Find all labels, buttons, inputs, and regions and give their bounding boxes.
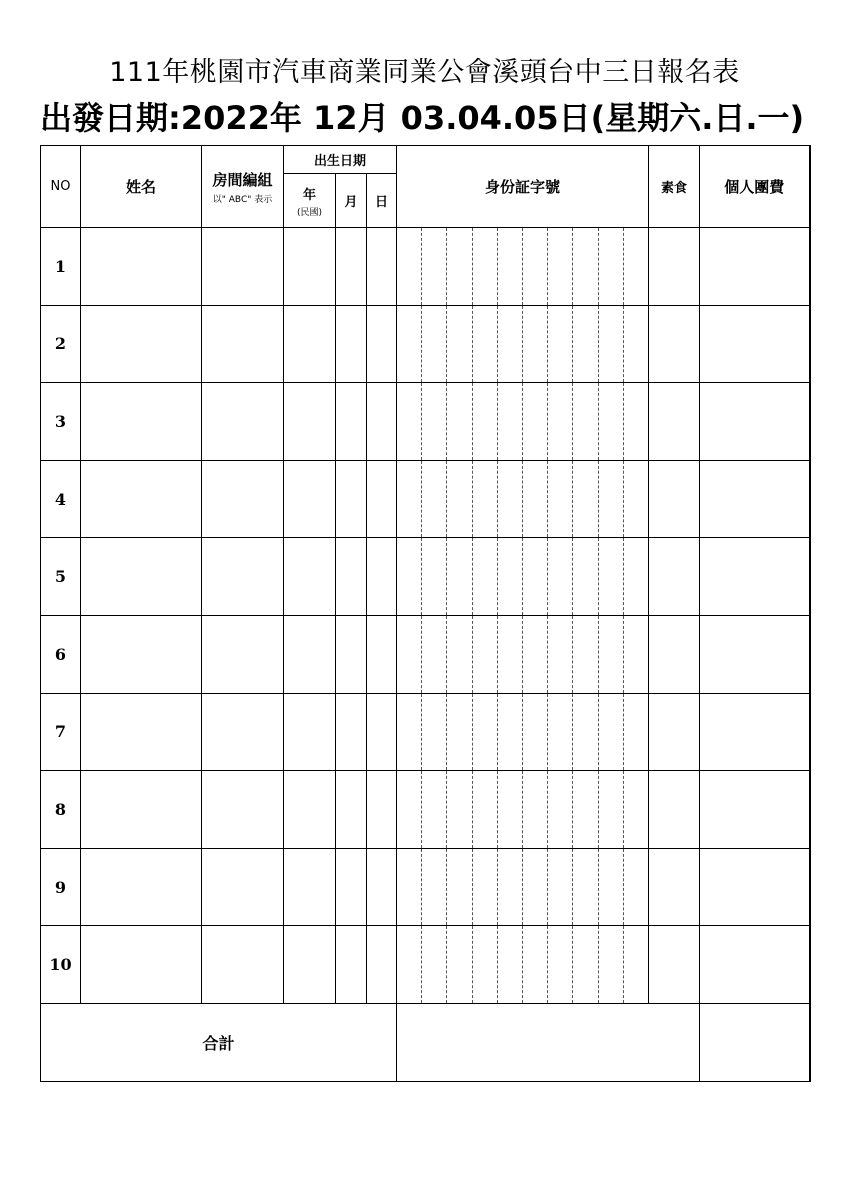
id-digit-box[interactable] (447, 926, 472, 1003)
header-personal-fee: 個人團費 (700, 146, 810, 228)
id-digit-grid (397, 538, 648, 615)
id-digit-box[interactable] (498, 228, 523, 305)
id-digit-box[interactable] (498, 616, 523, 693)
header-room-group-label: 房間編組 (212, 170, 273, 189)
room-group-cell[interactable] (202, 771, 284, 849)
birth-month-cell[interactable] (336, 693, 367, 771)
birth-year-cell[interactable] (284, 926, 336, 1004)
id-digit-box[interactable] (447, 694, 472, 771)
name-cell[interactable] (81, 615, 202, 693)
table-row (41, 305, 810, 383)
vegetarian-cell[interactable] (649, 305, 700, 383)
id-digit-box[interactable] (599, 461, 624, 538)
table-row (41, 848, 810, 926)
row-number: 7 (41, 693, 81, 771)
id-digit-box[interactable] (548, 538, 573, 615)
id-digit-box[interactable] (624, 306, 648, 383)
table-row (41, 771, 810, 849)
id-digit-box[interactable] (523, 771, 548, 848)
id-digit-box[interactable] (473, 538, 498, 615)
id-number-cell[interactable] (397, 383, 649, 461)
name-cell[interactable] (81, 228, 202, 306)
personal-fee-cell[interactable] (700, 460, 810, 538)
id-digit-grid (397, 771, 648, 848)
birth-year-cell[interactable] (284, 383, 336, 461)
room-group-cell[interactable] (202, 926, 284, 1004)
id-digit-box[interactable] (473, 771, 498, 848)
id-number-cell[interactable] (397, 848, 649, 926)
id-digit-box[interactable] (422, 694, 447, 771)
birth-day-cell[interactable] (367, 615, 397, 693)
birth-year-cell[interactable] (284, 305, 336, 383)
id-digit-box[interactable] (422, 849, 447, 926)
id-digit-box[interactable] (599, 228, 624, 305)
id-digit-box[interactable] (397, 616, 422, 693)
id-digit-box[interactable] (599, 538, 624, 615)
id-digit-box[interactable] (523, 616, 548, 693)
id-digit-box[interactable] (624, 538, 648, 615)
id-digit-box[interactable] (523, 538, 548, 615)
header-vegetarian: 素食 (649, 146, 700, 228)
birth-year-cell[interactable] (284, 771, 336, 849)
id-digit-box[interactable] (447, 616, 472, 693)
id-digit-box[interactable] (599, 306, 624, 383)
id-digit-box[interactable] (624, 694, 648, 771)
id-digit-box[interactable] (624, 849, 648, 926)
header-birth-year (284, 174, 336, 228)
id-digit-box[interactable] (422, 461, 447, 538)
personal-fee-cell[interactable] (700, 848, 810, 926)
header-birth-day: 日 (367, 174, 397, 228)
total-label: 合計 (41, 1003, 397, 1081)
id-digit-box[interactable] (397, 228, 422, 305)
row-number: 10 (41, 926, 81, 1004)
id-digit-box[interactable] (548, 849, 573, 926)
id-digit-box[interactable] (573, 538, 598, 615)
birth-month-cell[interactable] (336, 926, 367, 1004)
id-digit-box[interactable] (573, 849, 598, 926)
birth-month-cell[interactable] (336, 305, 367, 383)
id-digit-grid (397, 926, 648, 1003)
birth-day-cell[interactable] (367, 926, 397, 1004)
id-digit-box[interactable] (447, 228, 472, 305)
id-digit-box[interactable] (599, 383, 624, 460)
birth-day-cell[interactable] (367, 305, 397, 383)
vegetarian-cell[interactable] (649, 771, 700, 849)
id-digit-box[interactable] (624, 771, 648, 848)
id-digit-box[interactable] (624, 228, 648, 305)
id-digit-grid (397, 228, 648, 305)
id-digit-box[interactable] (473, 849, 498, 926)
birth-day-cell[interactable] (367, 538, 397, 616)
table-row (41, 383, 810, 461)
room-group-cell[interactable] (202, 228, 284, 306)
vegetarian-cell[interactable] (649, 460, 700, 538)
id-digit-box[interactable] (523, 383, 548, 460)
id-digit-box[interactable] (422, 383, 447, 460)
id-digit-box[interactable] (573, 228, 598, 305)
personal-fee-cell[interactable] (700, 228, 810, 306)
room-group-cell[interactable] (202, 538, 284, 616)
vegetarian-cell[interactable] (649, 538, 700, 616)
id-digit-box[interactable] (397, 926, 422, 1003)
id-digit-box[interactable] (498, 461, 523, 538)
id-digit-box[interactable] (498, 926, 523, 1003)
room-group-cell[interactable] (202, 848, 284, 926)
id-digit-box[interactable] (548, 461, 573, 538)
id-digit-box[interactable] (548, 383, 573, 460)
table-row (41, 926, 810, 1004)
id-digit-box[interactable] (548, 306, 573, 383)
id-digit-box[interactable] (473, 926, 498, 1003)
name-cell[interactable] (81, 305, 202, 383)
room-group-cell[interactable] (202, 305, 284, 383)
header-birth-month: 月 (336, 174, 367, 228)
id-digit-box[interactable] (498, 538, 523, 615)
birth-day-cell[interactable] (367, 693, 397, 771)
birth-month-cell[interactable] (336, 615, 367, 693)
id-digit-box[interactable] (573, 383, 598, 460)
table-row (41, 615, 810, 693)
id-digit-box[interactable] (548, 616, 573, 693)
row-number: 2 (41, 305, 81, 383)
id-digit-box[interactable] (422, 228, 447, 305)
vegetarian-cell[interactable] (649, 926, 700, 1004)
id-digit-box[interactable] (473, 694, 498, 771)
vegetarian-cell[interactable] (649, 615, 700, 693)
vegetarian-cell[interactable] (649, 228, 700, 306)
row-number: 4 (41, 460, 81, 538)
id-digit-grid (397, 849, 648, 926)
row-number: 6 (41, 615, 81, 693)
id-digit-box[interactable] (573, 694, 598, 771)
name-cell[interactable] (81, 848, 202, 926)
room-group-cell[interactable] (202, 460, 284, 538)
id-digit-box[interactable] (599, 694, 624, 771)
id-digit-box[interactable] (573, 616, 598, 693)
id-number-cell[interactable] (397, 615, 649, 693)
personal-fee-cell[interactable] (700, 305, 810, 383)
table-row (41, 538, 810, 616)
id-digit-box[interactable] (573, 926, 598, 1003)
id-digit-box[interactable] (573, 771, 598, 848)
personal-fee-cell[interactable] (700, 693, 810, 771)
id-digit-box[interactable] (498, 694, 523, 771)
id-number-cell[interactable] (397, 305, 649, 383)
header-birth-date: 出生日期 (284, 146, 397, 174)
id-digit-box[interactable] (447, 538, 472, 615)
id-digit-box[interactable] (523, 849, 548, 926)
birth-month-cell[interactable] (336, 538, 367, 616)
header-birth-year-label: 年 (302, 187, 316, 203)
id-digit-box[interactable] (523, 228, 548, 305)
id-digit-box[interactable] (573, 461, 598, 538)
id-digit-grid (397, 306, 648, 383)
id-digit-box[interactable] (473, 461, 498, 538)
id-digit-box[interactable] (447, 461, 472, 538)
id-digit-box[interactable] (473, 306, 498, 383)
header-room-group-note: 以" ABC" 表示 (212, 194, 273, 205)
id-digit-box[interactable] (523, 461, 548, 538)
vegetarian-cell[interactable] (649, 693, 700, 771)
form-title: 111年桃園市汽車商業同業公會溪頭台中三日報名表 (109, 57, 740, 88)
birth-day-cell[interactable] (367, 848, 397, 926)
id-digit-box[interactable] (599, 771, 624, 848)
header-no: NO (41, 146, 81, 228)
id-digit-box[interactable] (473, 616, 498, 693)
id-digit-box[interactable] (447, 306, 472, 383)
name-cell[interactable] (81, 460, 202, 538)
id-digit-box[interactable] (573, 306, 598, 383)
id-digit-box[interactable] (624, 461, 648, 538)
id-digit-grid (397, 461, 648, 538)
id-digit-box[interactable] (498, 771, 523, 848)
vegetarian-cell[interactable] (649, 848, 700, 926)
birth-year-cell[interactable] (284, 848, 336, 926)
id-digit-box[interactable] (523, 306, 548, 383)
table-row (41, 228, 810, 306)
id-digit-box[interactable] (397, 306, 422, 383)
id-digit-box[interactable] (599, 926, 624, 1003)
birth-month-cell[interactable] (336, 383, 367, 461)
id-digit-box[interactable] (498, 306, 523, 383)
personal-fee-cell[interactable] (700, 615, 810, 693)
birth-year-cell[interactable] (284, 538, 336, 616)
id-digit-box[interactable] (548, 228, 573, 305)
id-digit-box[interactable] (447, 771, 472, 848)
birth-year-cell[interactable] (284, 693, 336, 771)
id-digit-grid (397, 616, 648, 693)
birth-day-cell[interactable] (367, 460, 397, 538)
id-digit-box[interactable] (523, 694, 548, 771)
id-number-cell[interactable] (397, 460, 649, 538)
birth-year-cell[interactable] (284, 228, 336, 306)
id-digit-box[interactable] (599, 616, 624, 693)
birth-month-cell[interactable] (336, 771, 367, 849)
id-digit-box[interactable] (498, 849, 523, 926)
id-digit-box[interactable] (422, 306, 447, 383)
id-digit-box[interactable] (397, 771, 422, 848)
departure-date-title: 出發日期:2022年 12月 03.04.05日(星期六.日.一) (40, 99, 805, 137)
room-group-cell[interactable] (202, 615, 284, 693)
id-digit-box[interactable] (397, 694, 422, 771)
id-digit-grid (397, 694, 648, 771)
id-digit-box[interactable] (447, 383, 472, 460)
header-id-number: 身份証字號 (397, 146, 649, 228)
vegetarian-cell[interactable] (649, 383, 700, 461)
id-digit-box[interactable] (397, 461, 422, 538)
personal-fee-cell[interactable] (700, 538, 810, 616)
id-digit-box[interactable] (624, 926, 648, 1003)
id-digit-box[interactable] (624, 383, 648, 460)
id-number-cell[interactable] (397, 771, 649, 849)
id-digit-box[interactable] (624, 616, 648, 693)
birth-day-cell[interactable] (367, 228, 397, 306)
name-cell[interactable] (81, 693, 202, 771)
personal-fee-cell[interactable] (700, 926, 810, 1004)
personal-fee-cell[interactable] (700, 771, 810, 849)
birth-month-cell[interactable] (336, 460, 367, 538)
id-digit-box[interactable] (523, 926, 548, 1003)
birth-year-cell[interactable] (284, 615, 336, 693)
room-group-cell[interactable] (202, 693, 284, 771)
total-fee-cell[interactable] (700, 1003, 810, 1081)
id-digit-box[interactable] (548, 771, 573, 848)
row-number: 5 (41, 538, 81, 616)
id-number-cell[interactable] (397, 538, 649, 616)
id-number-cell[interactable] (397, 228, 649, 306)
id-digit-grid (397, 383, 648, 460)
id-digit-box[interactable] (397, 849, 422, 926)
name-cell[interactable] (81, 538, 202, 616)
table-row (41, 693, 810, 771)
room-group-cell[interactable] (202, 383, 284, 461)
birth-month-cell[interactable] (336, 228, 367, 306)
id-number-cell[interactable] (397, 693, 649, 771)
row-number: 8 (41, 771, 81, 849)
id-digit-box[interactable] (422, 771, 447, 848)
id-digit-box[interactable] (599, 849, 624, 926)
total-id-vegetarian-cell[interactable] (397, 1003, 700, 1081)
id-digit-box[interactable] (473, 228, 498, 305)
header-row-top (41, 146, 810, 174)
id-digit-box[interactable] (548, 926, 573, 1003)
id-digit-box[interactable] (498, 383, 523, 460)
registration-table (40, 145, 811, 1082)
birth-day-cell[interactable] (367, 771, 397, 849)
name-cell[interactable] (81, 383, 202, 461)
id-digit-box[interactable] (447, 849, 472, 926)
table-row (41, 460, 810, 538)
name-cell[interactable] (81, 771, 202, 849)
id-digit-box[interactable] (548, 694, 573, 771)
id-digit-box[interactable] (422, 616, 447, 693)
id-digit-box[interactable] (397, 383, 422, 460)
id-digit-box[interactable] (422, 538, 447, 615)
header-name: 姓名 (81, 146, 202, 228)
id-digit-box[interactable] (422, 926, 447, 1003)
header-birth-year-note: (民國) (296, 207, 323, 218)
id-number-cell[interactable] (397, 926, 649, 1004)
total-row (41, 1003, 810, 1081)
id-digit-box[interactable] (473, 383, 498, 460)
row-number: 1 (41, 228, 81, 306)
personal-fee-cell[interactable] (700, 383, 810, 461)
header-room-group (202, 146, 284, 228)
birth-month-cell[interactable] (336, 848, 367, 926)
id-digit-box[interactable] (397, 538, 422, 615)
birth-year-cell[interactable] (284, 460, 336, 538)
birth-day-cell[interactable] (367, 383, 397, 461)
name-cell[interactable] (81, 926, 202, 1004)
row-number: 9 (41, 848, 81, 926)
row-number: 3 (41, 383, 81, 461)
